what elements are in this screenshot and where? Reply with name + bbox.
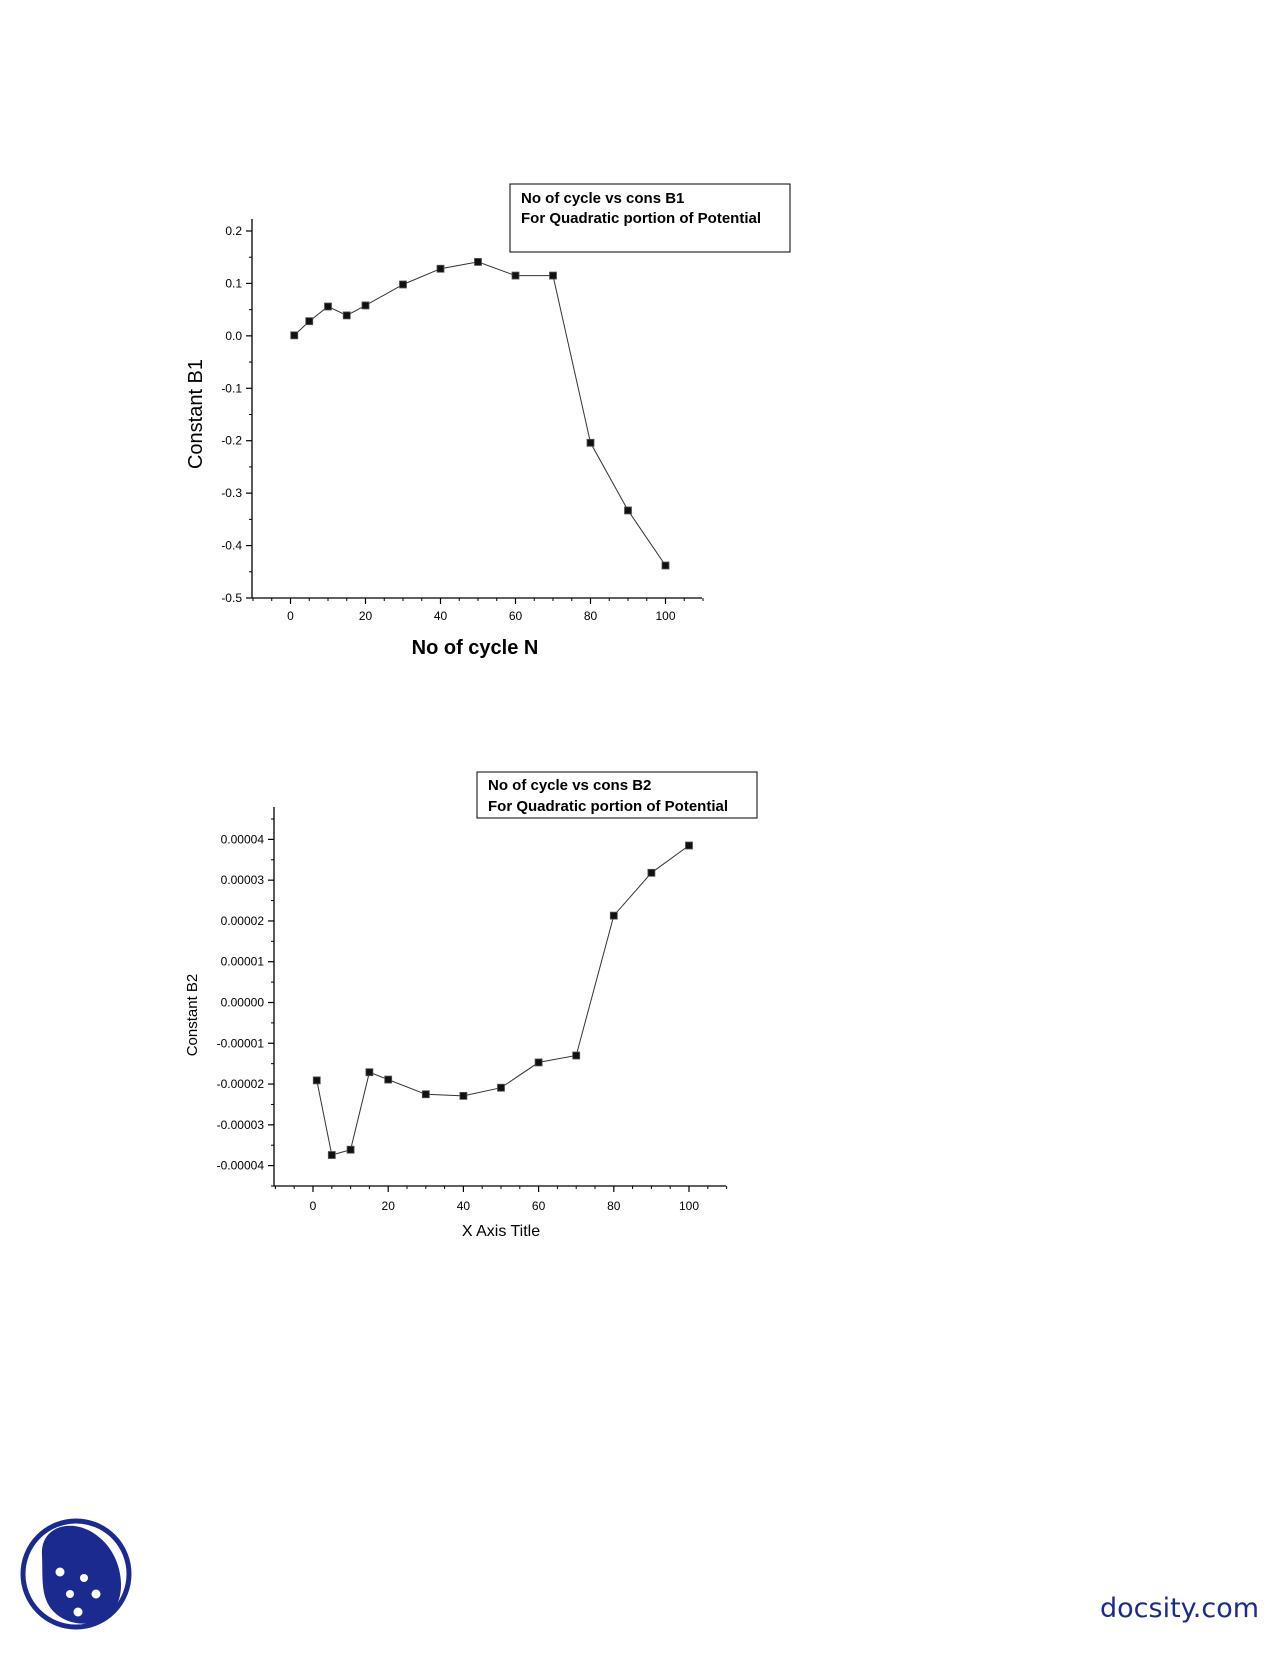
y-tick-label: -0.5 (221, 591, 242, 605)
docsity-brand-text[interactable]: docsity.com (1100, 1593, 1260, 1624)
data-point (313, 1077, 320, 1084)
legend-line: For Quadratic portion of Potential (521, 210, 761, 227)
data-point (437, 265, 444, 272)
data-point (460, 1092, 467, 1099)
y-tick-label: -0.2 (221, 433, 242, 448)
legend-line: No of cycle vs cons B1 (521, 190, 685, 207)
x-tick-label: 0 (287, 609, 294, 623)
y-tick-label: -0.00003 (216, 1117, 264, 1132)
x-axis-label: X Axis Title (461, 1223, 541, 1240)
y-tick-label: 0.00001 (220, 954, 264, 969)
data-point (306, 318, 313, 325)
y-tick-label: -0.3 (221, 486, 242, 501)
y-tick-label: 0.2 (225, 224, 242, 238)
legend-line: No of cycle vs cons B2 (488, 777, 652, 794)
y-axis-label: Constant B1 (185, 358, 207, 470)
x-tick-label: 80 (607, 1199, 621, 1213)
data-point (343, 312, 350, 319)
y-tick-label: -0.1 (221, 381, 242, 396)
data-point (512, 272, 519, 279)
data-point (498, 1084, 505, 1091)
data-point (328, 1152, 335, 1159)
data-point (587, 439, 594, 446)
data-point (475, 258, 482, 265)
x-tick-label: 60 (531, 1199, 546, 1213)
data-point (325, 303, 332, 310)
chart-b1 (185, 184, 790, 659)
x-tick-label: 100 (655, 609, 676, 623)
y-tick-label: -0.00002 (216, 1077, 264, 1092)
data-point (535, 1059, 542, 1066)
data-point (573, 1052, 580, 1059)
x-tick-label: 80 (583, 609, 598, 623)
y-tick-label: 0.00003 (220, 873, 264, 888)
y-tick-label: 0.0 (225, 328, 242, 343)
y-tick-label: 0.00000 (220, 995, 264, 1010)
x-tick-label: 20 (381, 1199, 395, 1213)
data-point (662, 562, 669, 569)
data-point (648, 869, 655, 876)
y-tick-label: -0.00001 (216, 1036, 264, 1051)
x-tick-label: 40 (433, 609, 448, 623)
data-point (686, 842, 693, 849)
data-point (385, 1076, 392, 1083)
x-tick-label: 20 (358, 609, 373, 623)
series-line (294, 262, 665, 566)
data-point (362, 302, 369, 309)
x-tick-label: 100 (678, 1199, 700, 1213)
x-tick-label: 60 (508, 609, 523, 623)
data-point (400, 281, 407, 288)
x-tick-label: 40 (456, 1199, 471, 1213)
data-point (625, 507, 632, 514)
data-point (550, 272, 557, 279)
x-tick-label: 0 (309, 1199, 317, 1213)
series-line (317, 846, 689, 1156)
y-axis-label: Constant B2 (184, 973, 201, 1057)
data-point (347, 1146, 354, 1153)
legend-line: For Quadratic portion of Potential (488, 798, 728, 815)
y-tick-label: -0.00004 (216, 1158, 264, 1173)
chart-b2 (184, 772, 757, 1240)
y-tick-label: 0.1 (225, 276, 242, 291)
data-point (366, 1069, 373, 1076)
x-axis-label: No of cycle N (411, 637, 539, 659)
data-point (422, 1091, 429, 1098)
y-tick-label: 0.00002 (220, 913, 264, 928)
data-point (291, 332, 298, 339)
docsity-logo-icon (23, 1521, 129, 1627)
data-point (610, 912, 617, 919)
y-tick-label: -0.4 (221, 538, 242, 553)
y-tick-label: 0.00004 (220, 832, 264, 847)
